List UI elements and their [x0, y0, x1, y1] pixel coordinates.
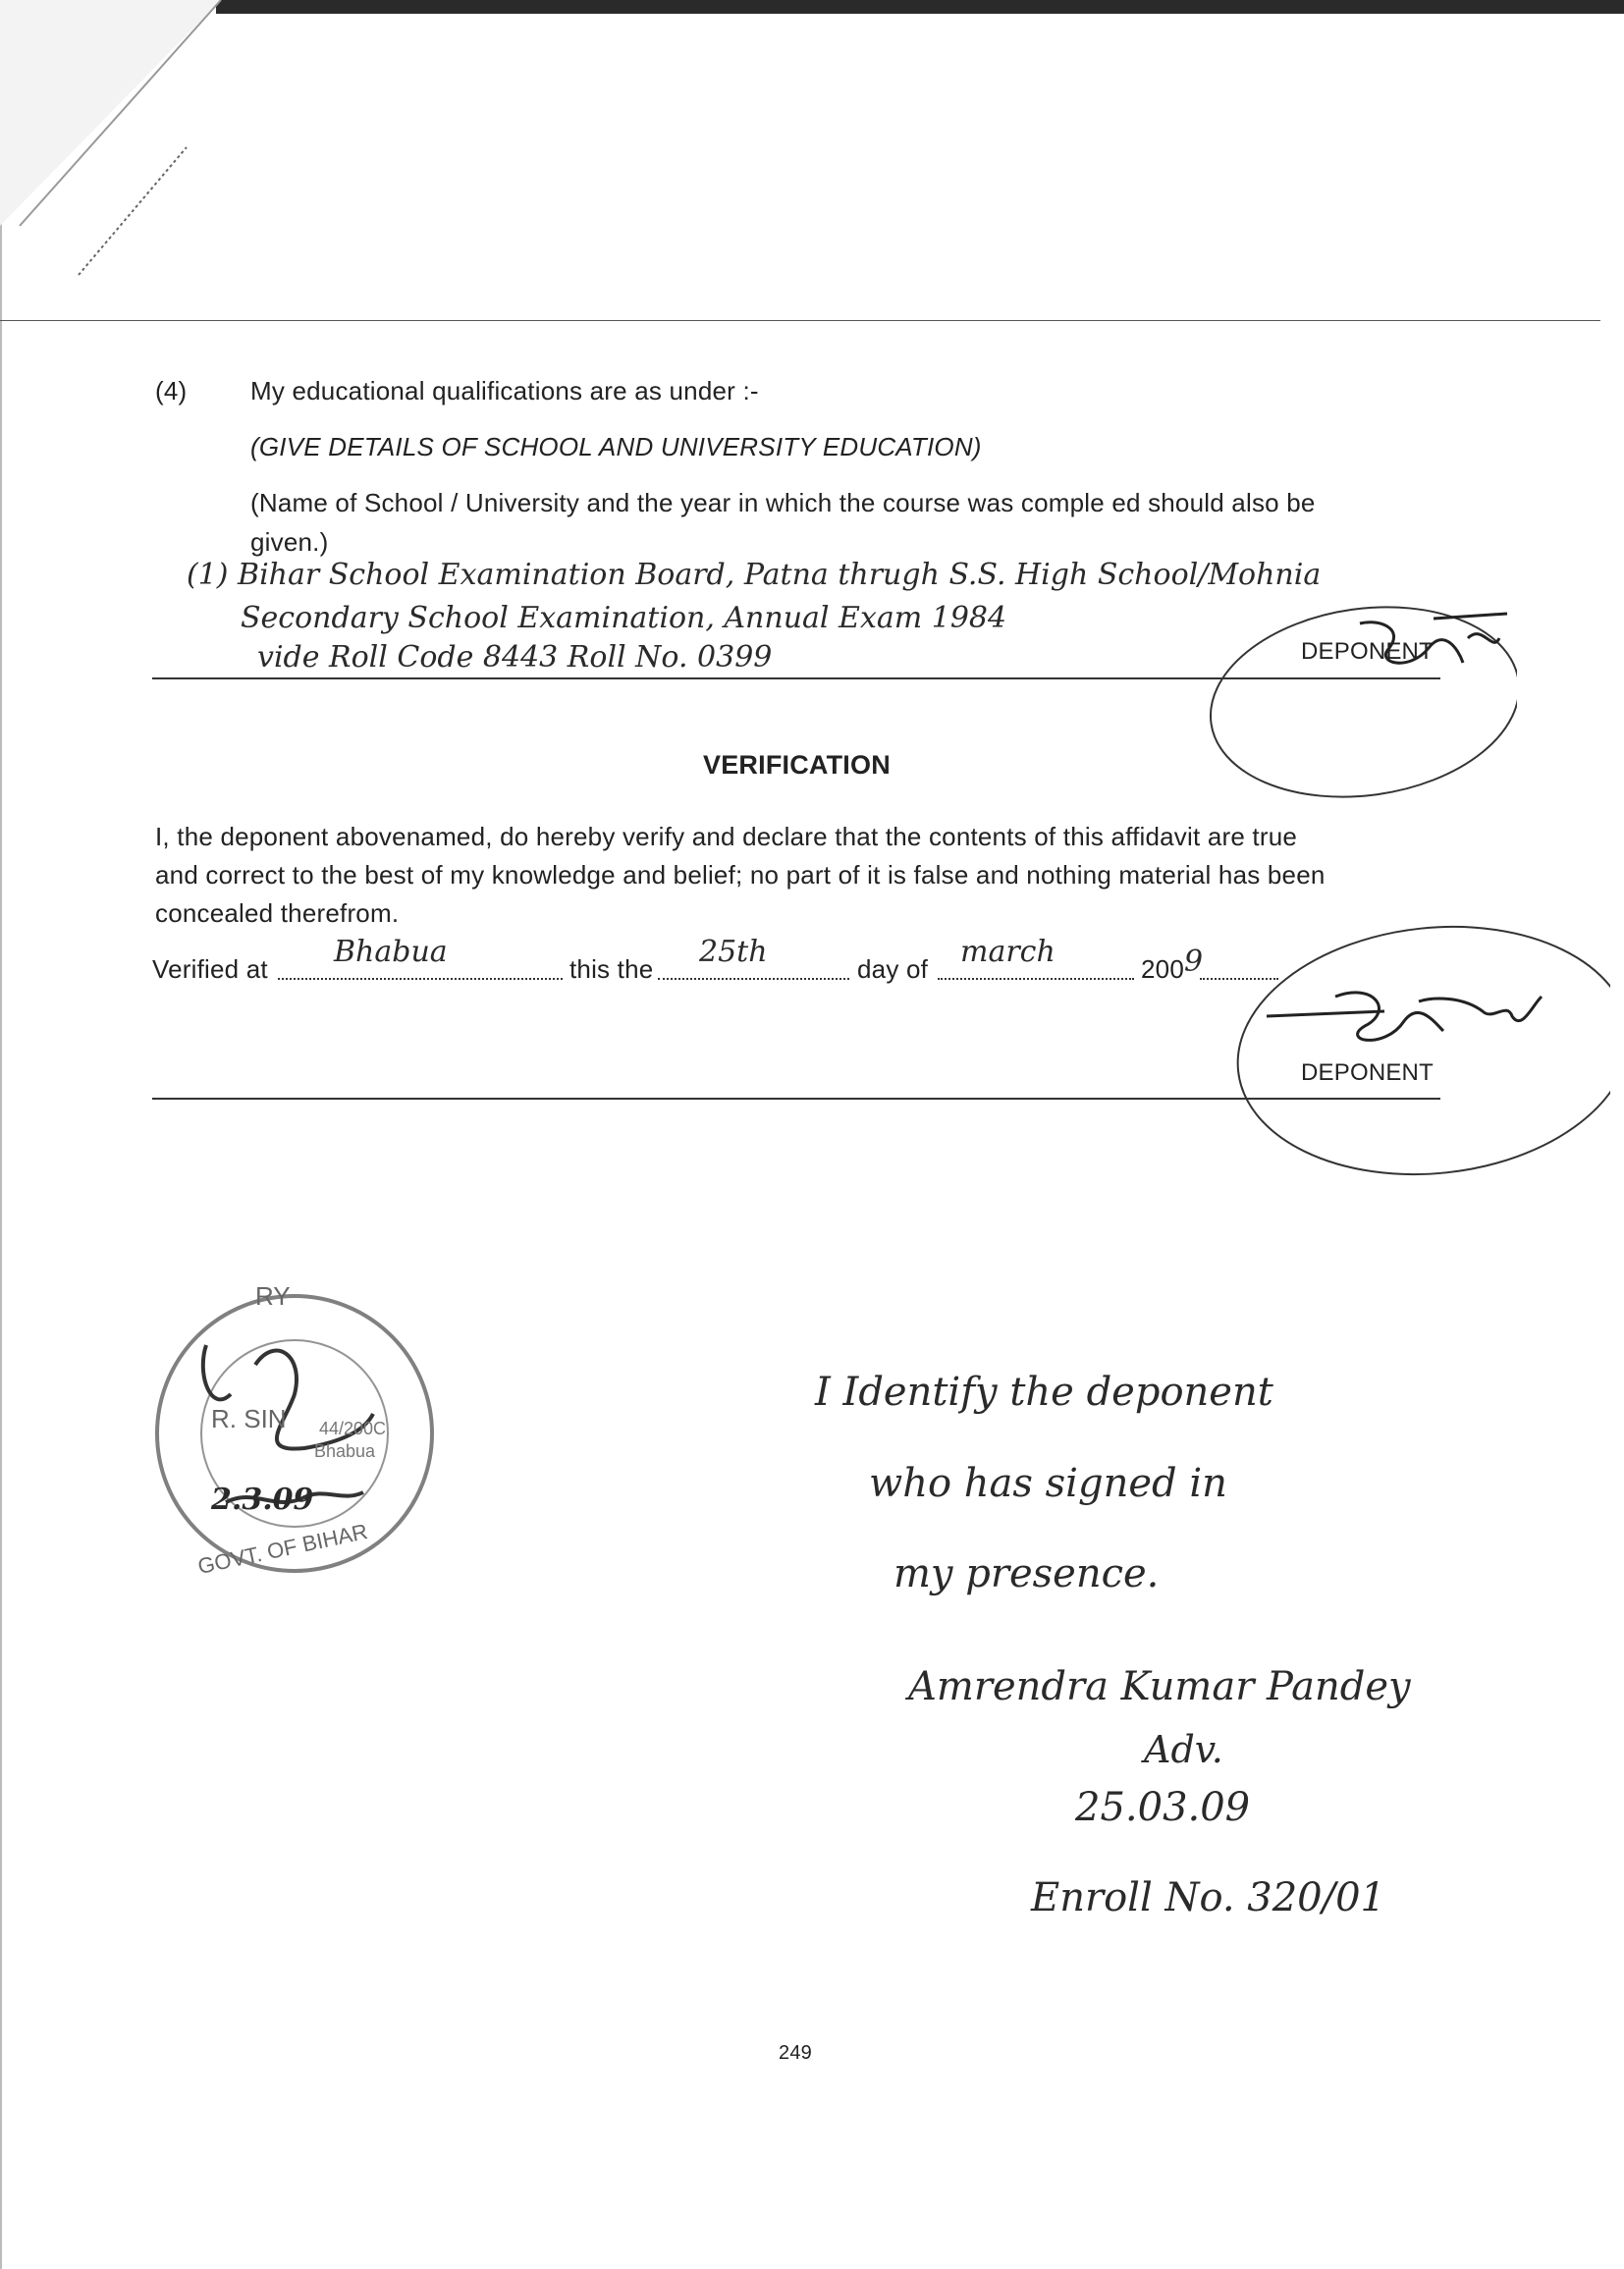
month-dots [938, 978, 1134, 980]
day-of-label: day of [857, 954, 929, 984]
handwritten-qualification-line2: Secondary School Examination, Annual Exam 1984 [241, 601, 1007, 635]
folded-corner [0, 0, 255, 314]
stamp-place-text: Bhabua [314, 1441, 376, 1461]
stamp-top-text: RY [255, 1281, 291, 1311]
section-heading: My educational qualifications are as under :- [250, 376, 759, 405]
deponent-signature-2 [1139, 903, 1610, 1198]
deponent-label-1: DEPONENT [1301, 638, 1434, 665]
identify-line1: I Identify the deponent [815, 1370, 1273, 1415]
stamp-bottom-text: GOVT. OF BIHAR [195, 1518, 370, 1580]
verification-text-line3: concealed therefrom. [155, 898, 400, 928]
identify-line3: my presence. [893, 1551, 1160, 1596]
stamp-name-text: R. SIN [211, 1404, 287, 1433]
deponent-signature-1 [1193, 579, 1517, 825]
verified-at-label: Verified at [152, 954, 268, 984]
identify-line2: who has signed in [869, 1461, 1227, 1506]
verified-place: Bhabua [334, 935, 448, 969]
enrollment-number: Enroll No. 320/01 [1031, 1875, 1385, 1920]
page-number: 249 [779, 2042, 812, 2064]
header-divider [0, 320, 1600, 321]
verification-underline [152, 1098, 1440, 1100]
year-prefix: 200 [1141, 954, 1184, 984]
identification-date: 25.03.09 [1075, 1785, 1251, 1830]
stamp-reg-text: 44/200C [319, 1419, 387, 1438]
verified-day: 25th [699, 935, 768, 969]
day-dots [658, 978, 849, 980]
verification-text-line1: I, the deponent abovenamed, do hereby verify and declare that the contents of this affidavit are true [155, 822, 1298, 851]
stamp-date-text: 2.3.09 [211, 1483, 314, 1517]
verification-text-line2: and correct to the best of my knowledge and belief; no part of it is false and nothing material has been [155, 860, 1326, 890]
year-digit: 9 [1184, 945, 1204, 979]
this-the-label: this the [569, 954, 654, 984]
place-dots [278, 978, 563, 980]
advocate-name: Amrendra Kumar Pandey [908, 1664, 1411, 1709]
advocate-designation: Adv. [1144, 1728, 1223, 1771]
verified-month: march [960, 935, 1056, 969]
section-note-line2: given.) [250, 527, 329, 557]
verification-title: VERIFICATION [703, 750, 891, 780]
top-edge-shadow [216, 0, 1624, 14]
handwritten-qualification-line1: (1) Bihar School Examination Board, Patna thrugh S.S. High School/Mohnia [187, 558, 1322, 592]
section-number: (4) [155, 376, 188, 405]
section-note-line1: (Name of School / University and the year in which the course was comple ed should also be [250, 488, 1316, 517]
deponent-label-2: DEPONENT [1301, 1059, 1434, 1086]
section-instruction: (GIVE DETAILS OF SCHOOL AND UNIVERSITY EDUCATION) [250, 432, 982, 461]
handwritten-qualification-line3: vide Roll Code 8443 Roll No. 0399 [257, 640, 773, 675]
left-edge-line [0, 0, 2, 2269]
